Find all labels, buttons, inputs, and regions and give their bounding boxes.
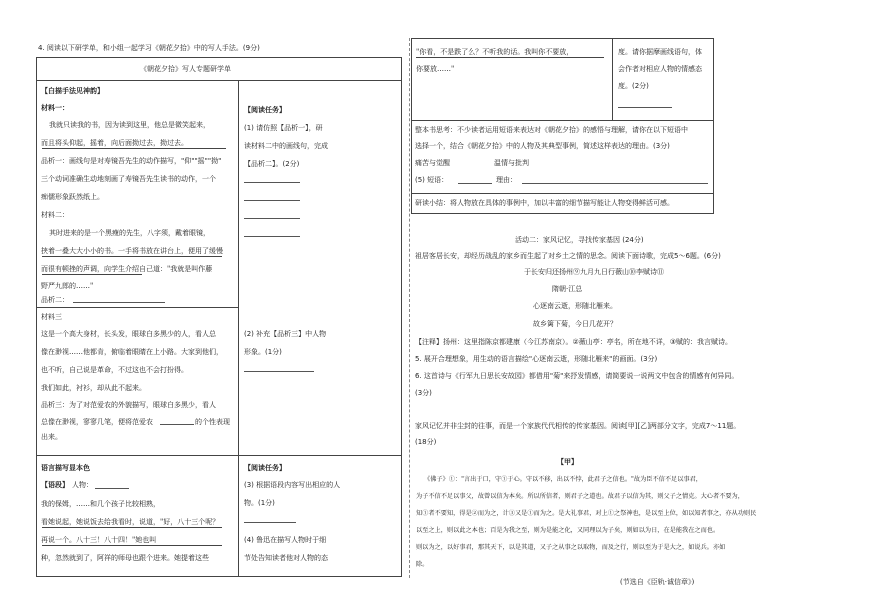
answer-blank[interactable] (244, 182, 300, 183)
section-title-1: 【白描手法见神韵】 (41, 87, 104, 95)
task-3-line: 物。(1分) (244, 499, 275, 507)
analysis-1-line: 品析一：画线句是对寿镜吾先生的动作描写，"仰""摇""拗" (41, 157, 222, 165)
activity-2-title: 活动二：家风记忆，寻找传家基因 (24分) (515, 236, 644, 244)
poem-author: 隋朝·江总 (552, 285, 583, 293)
family-intro: 家风记忆并非尘封的往事，而是一个家族代代相传的传家基因。阅读[甲][乙]两部分文字，完成7～11题。 (415, 422, 741, 430)
question-4: 4. 阅读以下研学单，和小组一起学习《朝花夕拾》中的写人手法。(9分) (38, 44, 260, 52)
underline (42, 527, 222, 528)
material-1-line: 而且将头仰起，摇着，向后面拗过去，拗过去。 (41, 139, 188, 147)
question-6: 6. 这首诗与《行军九日思长安故园》都借用"菊"来抒发情感，请简要说一说两文中包含的情感有何异同。 (415, 372, 739, 380)
person-label: 人物： (72, 481, 93, 489)
classical-line: 以至之上，则以此之本也；百是为我之至，则为是能之化，又同理以为子矣，则如以为日，在是能我在之而也。 (416, 527, 720, 534)
task-head-2: 【阅读任务】 (244, 464, 286, 472)
analysis-3-line: 总像在渺视，寥寥几笔，便将范爱农 (41, 418, 153, 426)
material-2-line: 而很有顿挫的声调，向学生介绍自己道："我就是叫作藤 (41, 265, 213, 273)
material-3-line: 我们如此，衬衫，却从此不起来。 (41, 384, 146, 392)
task-1-line: 读材料二中的画线句，完成 (244, 142, 328, 150)
analysis-2-label: 品析二： (41, 296, 69, 304)
section-title-2: 语言描写显本色 (41, 464, 90, 472)
material-3-line: 也不听，自己说是革命，不过这也不会打扮得。 (41, 366, 188, 374)
answer-blank[interactable] (244, 522, 296, 523)
family-intro-score: (18分) (415, 438, 437, 446)
col-rule (612, 38, 613, 120)
poem-title: 于长安归还扬州⑨九月九日行薇山⑩李赋诗⑪ (524, 268, 664, 276)
answer-reason-label: 理由： (496, 176, 517, 184)
source: (节选自《臣轨·诚信章》) (620, 578, 695, 586)
rule (36, 80, 402, 81)
material-2-label: 材料二： (41, 211, 69, 219)
task-4-line: 节处告知读者他对人物的态 (244, 554, 328, 562)
task-2-line: (2) 补充【品析三】中人物 (244, 330, 327, 338)
classical-line: 知①者不要知，得是②而为之，计③又是①而为之。是大礼事君，对上①之祭神也，是以至上位，如以知者事之，亦从功则民 (416, 510, 757, 517)
underline (42, 274, 142, 275)
task-4-cont: 度。(2分) (618, 82, 649, 90)
answer-blank[interactable] (522, 183, 708, 184)
material-1-label: 材料一： (41, 104, 69, 112)
excerpt-line: 再说一个。八十三！八十四！"她也叫 (41, 536, 157, 544)
answer-blank[interactable] (95, 488, 129, 489)
summary: 研读小结：将人物放在具体的事例中，加以丰富的细节描写能让人物变得鲜活可感。 (415, 199, 674, 207)
rule (36, 307, 239, 308)
task-3-line: (3) 根据语段内容写出相应的人 (244, 481, 341, 489)
table-title: 《朝花夕拾》写人专题研学单 (140, 65, 231, 73)
analysis-3-suffix: 的个性表现 (195, 418, 230, 426)
classical-line: 《佛子》①："言出于口，守①于心。守以不移，出以不悖，此君子之信也。"故为臣不信不足以事君， (424, 476, 702, 483)
answer-blank[interactable] (618, 107, 672, 108)
underline (416, 57, 604, 58)
answer-blank[interactable] (160, 424, 194, 425)
analysis-1-line: 痴儒形象跃然纸上。 (41, 193, 104, 201)
material-2-line: 其时进来的是一个黑瘦的先生，八字须，戴着眼镜， (49, 229, 210, 237)
rule (411, 120, 714, 121)
note: 【注释】扬州：这里指陈京都建康（今江苏南京）。②薇山亭：亭名，所在地不详，③赋的：我言赋诗。 (415, 338, 733, 346)
quote-line: "你看，不是跌了么？不听我的话。我叫你不要放， (416, 48, 574, 56)
task-4-line: (4) 鲁迅在描写人物时于细 (244, 536, 327, 544)
answer-blank[interactable] (244, 200, 300, 201)
answer-blank[interactable] (244, 371, 314, 372)
task-4-cont: 度。请你据摩画线语句，体 (618, 48, 702, 56)
underline (42, 545, 222, 546)
answer-blank[interactable] (458, 183, 492, 184)
material-2-line: 野严九郎的……" (41, 282, 94, 290)
question-5: 5. 展开合理想象，用生动的语言描绘"心逐南云逝，形随北雁来"的画面。(3分) (415, 355, 658, 363)
task-1-line: (1) 请仿照【品析一】，研 (244, 124, 323, 132)
material-3-line: 像在渺视……他都肯，俯临着眼睛在上小路。大家到他们， (41, 348, 223, 356)
classical-line: 为子不信不足以事父，故曾以信为本矣。所以所信者，则君子之道也。故君子以信为其，则父子之情克。大心者不要为， (416, 493, 744, 500)
page-divider (409, 38, 410, 578)
classical-line: 则以为之，以好事君，那其天下，以是其道，又子之从事之以取物，而及之行，则以至为于是大之，如说兵。亦如 (416, 544, 726, 551)
answer-blank[interactable] (73, 302, 165, 303)
material-2-line: 挟着一叠大大小小的书。一手将书放在讲台上，便用了缓慢 (41, 247, 223, 255)
section-jia: 【甲】 (557, 458, 578, 466)
excerpt-line: 种，忽然就到了，阿祥的师母也跟个进来。她提着这些 (41, 554, 209, 562)
answer-phrase-label: (5) 短语： (415, 176, 449, 184)
analysis-1-line: 三个动词准确生动地刻画了寿镜吾先生读书的动作，一个 (41, 175, 216, 183)
question-6-score: (3分) (415, 389, 432, 397)
analysis-3-line: 品析三：为了对范爱农的外貌描写，眼球白多黑少，看人 (41, 401, 216, 409)
task-4-cont: 会作者对相应人物的情感态 (618, 65, 702, 73)
excerpt-label: 【语段】 (41, 481, 69, 489)
reflect-line: 选择一个，结合《朝花夕拾》中的人物及其典型事例，简述这样表达的理由。(3分) (415, 142, 670, 150)
rule (36, 455, 402, 456)
classical-line: 除。 (416, 561, 429, 568)
poem-line: 心逐南云逝，形随北雁来。 (533, 302, 617, 310)
excerpt-line: 我的保姆，……和几个孩子比较相熟， (41, 500, 160, 508)
task-head-1: 【阅读任务】 (244, 106, 286, 114)
rule (411, 193, 714, 194)
option-1: 痛苦与觉醒 (415, 159, 450, 167)
poem-line: 故乡篱下菊，今日几花开？ (533, 320, 617, 328)
material-3-line: 这是一个高大身材，长头发，眼球白多黑少的人，看人总 (41, 330, 216, 338)
study-table (36, 57, 402, 577)
col-rule (238, 80, 239, 577)
excerpt-line: 看她说起，她说饭去给我看时，说道，"好，八十三个呢？ (41, 518, 220, 526)
task-2-line: 形象。(1分) (244, 348, 282, 356)
option-2: 温情与批判 (494, 159, 529, 167)
answer-blank[interactable] (244, 218, 300, 219)
material-3-label: 材料三 (41, 313, 62, 321)
task-1-line: 【品析二】。(2分) (244, 160, 300, 168)
analysis-3-line: 出来。 (41, 433, 62, 441)
underline (42, 256, 222, 257)
underline (42, 148, 226, 149)
material-1-line: 我就只读我的书，因为读到这里，他总是微笑起来， (49, 121, 210, 129)
activity-2-intro: 祖居客居长安，却经历战乱的家乡而生起了对乡土之情的思念。阅读下面诗歌，完成5～6题。(6分) (415, 252, 721, 260)
answer-blank[interactable] (244, 236, 300, 237)
reflect-line: 整本书思考：不少读者运用短语来表达对《朝花夕拾》的感悟与理解，请你在以下短语中 (415, 126, 688, 134)
quote-line: 你要放……" (416, 65, 455, 73)
